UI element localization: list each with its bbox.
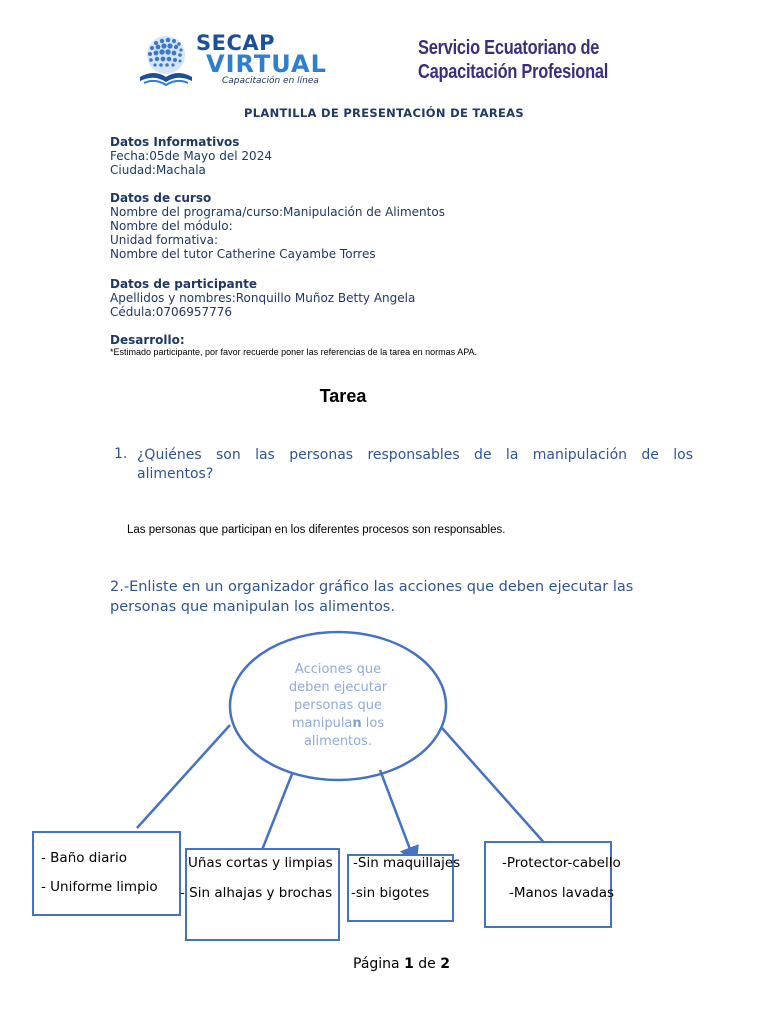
answer-1: Las personas que participan en los diferentes procesos son responsables. — [127, 524, 506, 536]
box-1-line2: - Uniforme limpio — [41, 879, 158, 895]
modulo-text: Nombre del módulo: — [110, 219, 233, 233]
box-3-line2: -sin bigotes — [351, 885, 430, 901]
connector-line-4 — [442, 728, 547, 846]
tarea-heading: Tarea — [319, 386, 367, 406]
question-1-line2: alimentos? — [137, 466, 214, 482]
center-text-line4a: manipula — [291, 716, 353, 731]
apa-note: *Estimado participante, por favor recuerde poner las referencias de la tarea en normas APA. — [110, 347, 478, 357]
question-2-line2: personas que manipulan los alimentos. — [110, 599, 395, 615]
center-text-line2: deben ejecutar — [288, 680, 388, 695]
question-2-line1: 2.-Enliste en un organizador gráfico las acciones que deben ejecutar las — [110, 579, 634, 595]
question-1-number: 1. — [114, 446, 128, 462]
connector-line-1 — [137, 725, 230, 828]
unidad-text: Unidad formativa: — [110, 233, 218, 247]
of-word: de — [418, 956, 436, 972]
box-2-line1: Uñas cortas y limpias — [188, 855, 333, 871]
center-text-line5: alimentos. — [303, 734, 373, 749]
organization-name-line2: Capacitación Profesional — [418, 61, 609, 83]
page-word: Página — [353, 956, 400, 972]
connector-arrow-3 — [380, 770, 413, 857]
box-2-line2: - Sin alhajas y brochas — [180, 885, 333, 901]
action-box-1 — [32, 831, 181, 916]
cedula-text: Cédula:0706957776 — [110, 305, 233, 319]
question-1-line1: ¿Quiénes son las personas responsables de la manipulación de los — [137, 447, 693, 463]
center-text-line4c: los — [361, 716, 385, 731]
box-3-line1: -Sin maquillajes — [353, 855, 461, 871]
datos-informativos-heading: Datos Informativos — [110, 135, 240, 149]
datos-participante-heading: Datos de participante — [110, 277, 258, 291]
connector-line-2 — [262, 774, 292, 850]
page-footer — [0, 956, 768, 972]
box-4-line2: -Manos lavadas — [509, 885, 615, 901]
tutor-text: Nombre del tutor Catherine Cayambe Torres — [110, 247, 376, 261]
page-current: 1 — [404, 956, 414, 972]
box-4-line1: -Protector-cabello — [502, 855, 621, 871]
page-total: 2 — [440, 956, 450, 972]
logo-tagline: Capacitación en línea — [222, 76, 319, 86]
box-1-line1: - Baño diario — [41, 850, 127, 866]
organization-name-line1: Servicio Ecuatoriano de — [418, 37, 600, 59]
document-title: PLANTILLA DE PRESENTACIÓN DE TAREAS — [244, 106, 524, 120]
nombres-text: Apellidos y nombres:Ronquillo Muñoz Betty Angela — [110, 291, 416, 305]
datos-curso-heading: Datos de curso — [110, 191, 212, 205]
programa-text: Nombre del programa/curso:Manipulación de Alimentos — [110, 205, 445, 219]
desarrollo-heading: Desarrollo: — [110, 333, 185, 347]
center-text-line3: personas que — [294, 698, 382, 713]
center-text-line4b: n — [352, 716, 362, 731]
fecha-text: Fecha:05de Mayo del 2024 — [110, 149, 272, 163]
logo-virtual-text: VIRTUAL — [206, 50, 327, 78]
ciudad-text: Ciudad:Machala — [110, 163, 206, 177]
logo-secap-text: SECAP — [196, 31, 276, 55]
center-ellipse-text — [280, 661, 396, 751]
center-text-line1: Acciones que — [294, 662, 382, 677]
